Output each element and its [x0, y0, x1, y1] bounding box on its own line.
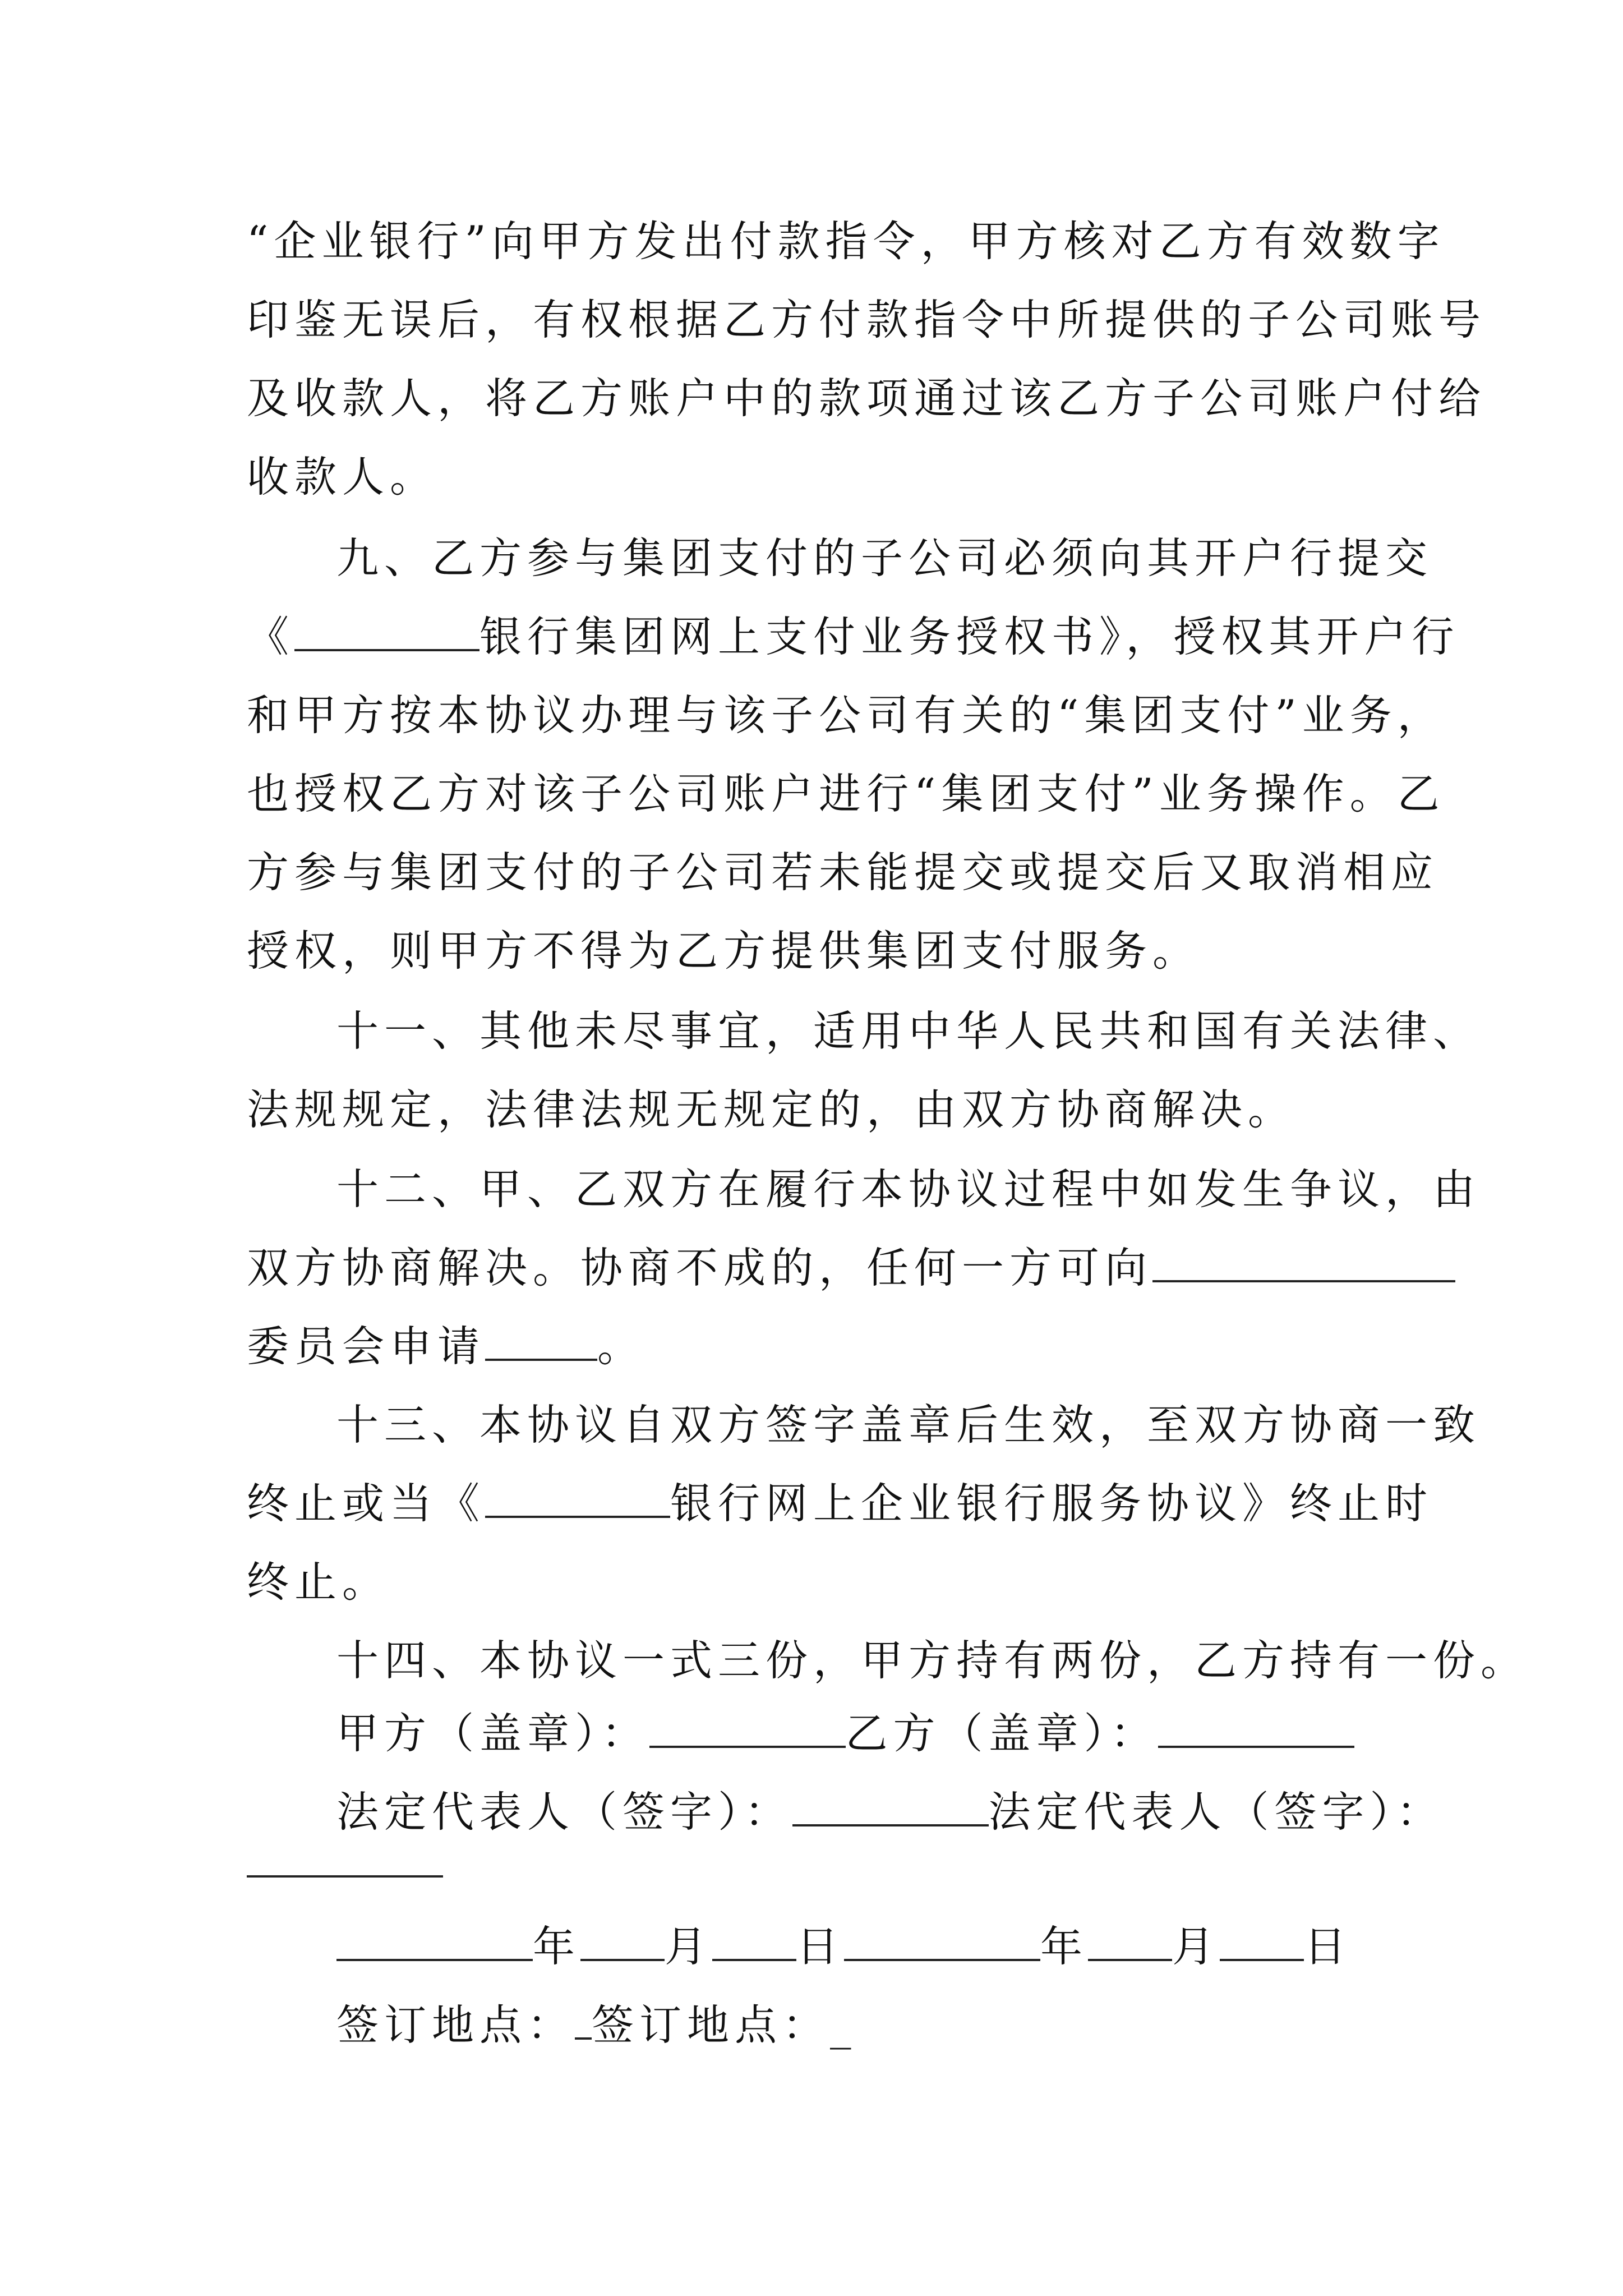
- place-line: 签订地点： 签订地点：_: [336, 1997, 857, 2053]
- para8-line4: 收款人。: [247, 452, 438, 501]
- para9-line6: 授权，则甲方不得为乙方提供集团支付服务。: [247, 926, 1201, 976]
- year-blank-b: [844, 1920, 1040, 1961]
- para9-line4: 也授权乙方对该子公司账户进行“集团支付”业务操作。乙: [247, 769, 1445, 818]
- para11-line2: 法规规定，法律法规无规定的，由双方协商解决。: [247, 1085, 1296, 1134]
- para11-line1: 十一、其他未尽事宜，适用中华人民共和国有关法律、: [336, 1006, 1481, 1056]
- signature-line: 法定代表人（签字）： 法定代表人（签字）：: [336, 1784, 1444, 1840]
- arbitration-commission-blank: [1152, 1241, 1455, 1282]
- para8-line2: 印鉴无误后，有权根据乙方付款指令中所提供的子公司账号: [247, 295, 1487, 344]
- day-blank-a: [712, 1920, 796, 1961]
- para14-line1: 十四、本协议一式三份，甲方持有两份，乙方持有一份。: [336, 1636, 1529, 1685]
- para13-line3: 终止。: [247, 1557, 390, 1607]
- para9-line5: 方参与集团支付的子公司若未能提交或提交后又取消相应: [247, 848, 1439, 897]
- service-bank-blank: [485, 1476, 670, 1518]
- para9-line1: 九、乙方参与集团支付的子公司必须向其开户行提交: [336, 533, 1433, 583]
- month-blank-a: [580, 1920, 665, 1961]
- arbitration-blank: [485, 1319, 597, 1361]
- para8-line3: 及收款人，将乙方账户中的款项通过该乙方子公司账户付给: [247, 374, 1487, 423]
- date-line: 年 月 日 年 月 日: [336, 1918, 1352, 1975]
- month-blank-b: [1088, 1920, 1172, 1961]
- para12-line2: 双方协商解决。协商不成的，任何一方可向: [247, 1240, 1455, 1296]
- place-blank-a: [575, 1998, 592, 2040]
- para12-line3: 委员会申请 。: [247, 1318, 645, 1374]
- para13-line2: 终止或当《 银行网上企业银行服务协议》终止时: [247, 1475, 1433, 1531]
- year-blank-a: [336, 1920, 533, 1961]
- para9-line3: 和甲方按本协议办理与该子公司有关的“集团支付”业务，: [247, 691, 1445, 740]
- party-a-seal-blank: [649, 1706, 846, 1748]
- bank-name-blank: [294, 610, 479, 651]
- para8-line1: “企业银行”向甲方发出付款指令，甲方核对乙方有效数字: [247, 217, 1445, 266]
- para9-line2: 《 银行集团网上支付业务授权书》，授权其开户行: [247, 609, 1460, 665]
- party-b-signature-blank: [247, 1875, 443, 1878]
- party-a-signature-blank: [792, 1785, 989, 1826]
- party-b-seal-blank: [1158, 1706, 1354, 1748]
- para12-line1: 十二、甲、乙双方在履行本协议过程中如发生争议，由: [336, 1165, 1481, 1214]
- seal-line: 甲方（盖章）： 乙方（盖章）：: [336, 1705, 1354, 1761]
- para13-line1: 十三、本协议自双方签字盖章后生效，至双方协商一致: [336, 1400, 1481, 1450]
- day-blank-b: [1220, 1920, 1304, 1961]
